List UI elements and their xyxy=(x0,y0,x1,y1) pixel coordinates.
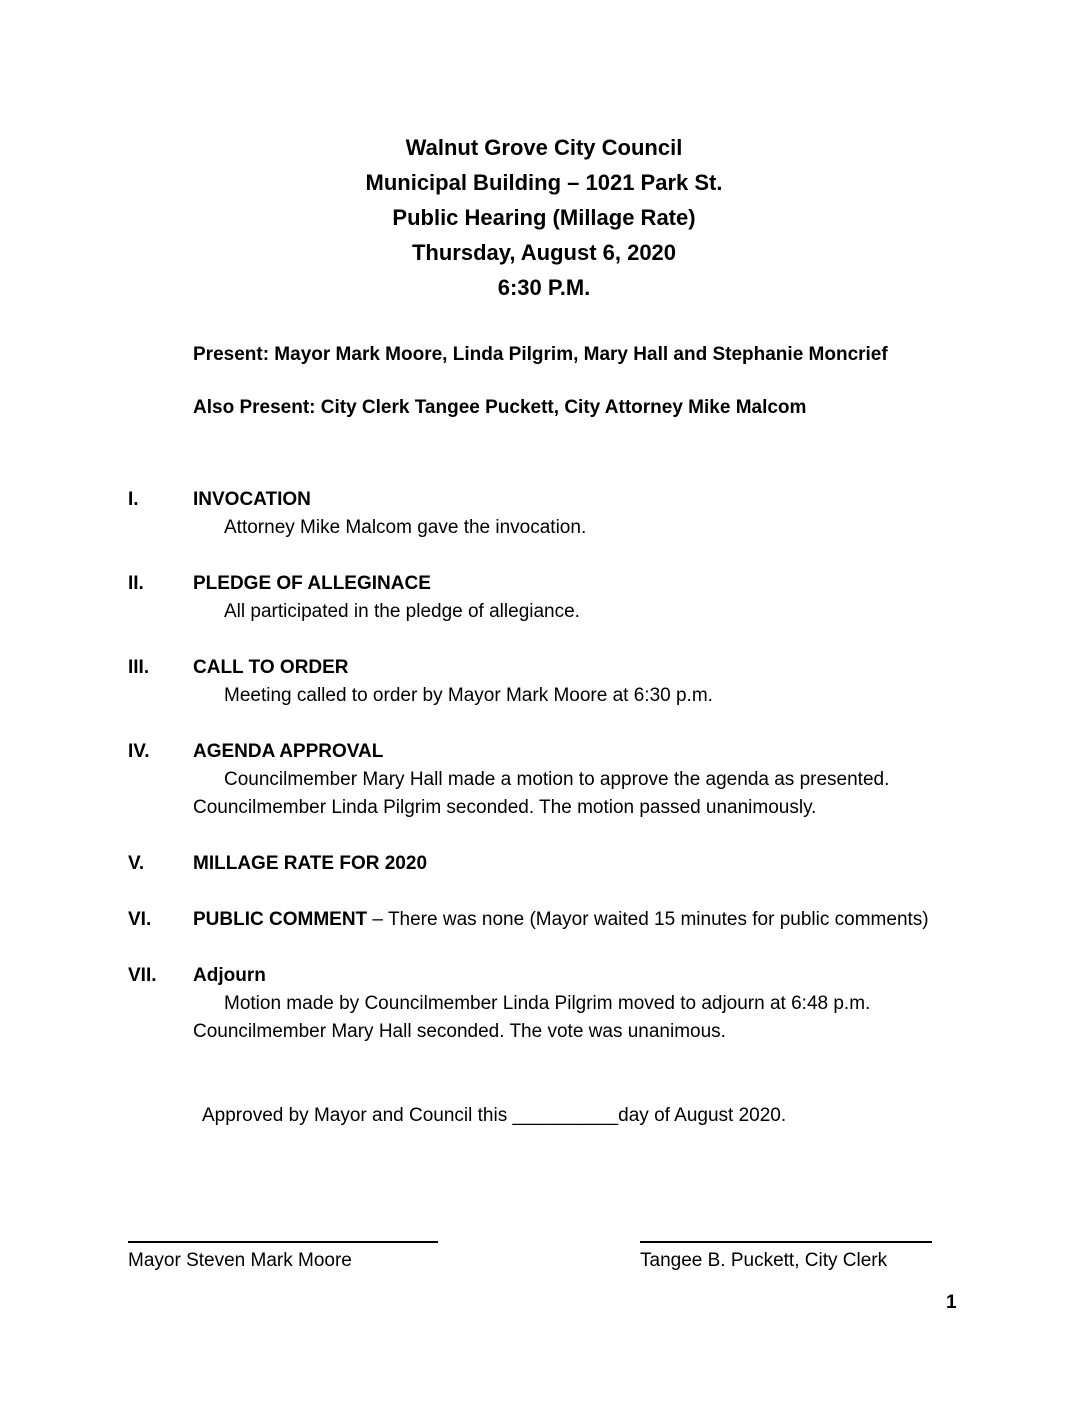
section-body-line: Attorney Mike Malcom gave the invocation. xyxy=(224,517,587,538)
signature-row xyxy=(128,1241,998,1272)
agenda-section-agenda-approval xyxy=(128,738,998,822)
agenda-section-millage-rate xyxy=(128,850,998,878)
section-content xyxy=(193,654,998,710)
signature-block-clerk xyxy=(640,1241,932,1272)
section-content xyxy=(193,906,998,934)
title-line-council: Walnut Grove City Council xyxy=(405,135,683,160)
document-title-block xyxy=(0,0,1088,305)
also-present-line: Also Present: City Clerk Tangee Puckett, City Attorney Mike Malcom xyxy=(193,397,807,418)
title-line-hearing-type: Public Hearing (Millage Rate) xyxy=(392,205,696,230)
agenda-section-pledge xyxy=(128,570,998,626)
section-content xyxy=(193,570,998,626)
agenda-section-call-to-order xyxy=(128,654,998,710)
clerk-signature-name: Tangee B. Puckett, City Clerk xyxy=(640,1250,888,1271)
document-body xyxy=(0,345,1088,1272)
clerk-signature-line xyxy=(640,1241,932,1243)
section-numeral: V. xyxy=(128,853,145,874)
section-heading: MILLAGE RATE FOR 2020 xyxy=(193,853,428,874)
section-body-line: Councilmember Linda Pilgrim seconded. The motion passed unanimously. xyxy=(193,797,817,818)
section-content xyxy=(193,738,998,822)
attendance-block xyxy=(193,345,998,418)
mayor-signature-line xyxy=(128,1241,438,1243)
section-heading: INVOCATION xyxy=(193,489,311,510)
agenda-section-invocation xyxy=(128,486,998,542)
approval-line: Approved by Mayor and Council this __________day of August 2020. xyxy=(202,1105,787,1126)
present-line: Present: Mayor Mark Moore, Linda Pilgrim, Mary Hall and Stephanie Moncrief xyxy=(193,344,888,365)
section-content xyxy=(193,962,998,1046)
section-body-line: All participated in the pledge of allegiance. xyxy=(224,601,580,622)
agenda-section-public-comment xyxy=(128,906,998,934)
section-content xyxy=(193,850,998,878)
section-heading: PLEDGE OF ALLEGINACE xyxy=(193,573,431,594)
section-body-line: Motion made by Councilmember Linda Pilgrim moved to adjourn at 6:48 p.m. xyxy=(224,993,871,1014)
section-content xyxy=(193,486,998,542)
section-heading-text: PUBLIC COMMENT xyxy=(193,909,368,930)
signature-block-mayor xyxy=(128,1241,438,1272)
mayor-signature-name: Mayor Steven Mark Moore xyxy=(128,1250,352,1271)
section-numeral: IV. xyxy=(128,741,150,762)
section-heading: AGENDA APPROVAL xyxy=(193,741,384,762)
section-numeral: II. xyxy=(128,573,144,594)
title-line-time: 6:30 P.M. xyxy=(497,275,591,300)
section-heading-suffix: – There was none (Mayor waited 15 minutes for public comments) xyxy=(367,909,929,930)
agenda-section-adjourn xyxy=(128,962,998,1046)
section-body-line: Councilmember Mary Hall seconded. The vote was unanimous. xyxy=(193,1021,726,1042)
section-heading xyxy=(193,906,998,934)
section-numeral: VII. xyxy=(128,965,157,986)
title-line-location: Municipal Building – 1021 Park St. xyxy=(365,170,723,195)
page-number: 1 xyxy=(946,1292,957,1313)
section-numeral: I. xyxy=(128,489,139,510)
agenda-sections xyxy=(128,486,998,1046)
section-heading: CALL TO ORDER xyxy=(193,657,349,678)
section-body-line: Councilmember Mary Hall made a motion to approve the agenda as presented. xyxy=(224,769,890,790)
section-body-line: Meeting called to order by Mayor Mark Moore at 6:30 p.m. xyxy=(224,685,713,706)
section-numeral: III. xyxy=(128,657,150,678)
title-line-date: Thursday, August 6, 2020 xyxy=(411,240,677,265)
section-numeral: VI. xyxy=(128,909,152,930)
section-heading: Adjourn xyxy=(193,965,266,986)
